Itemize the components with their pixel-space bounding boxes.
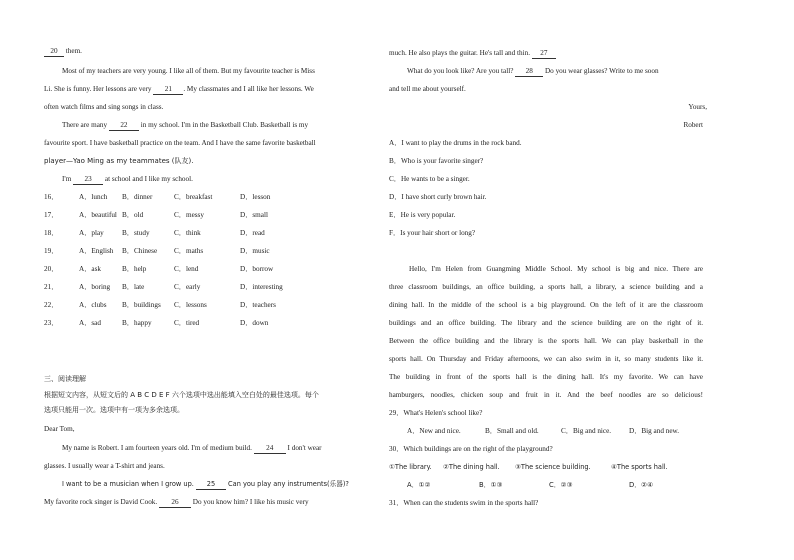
blank-28: 28 bbox=[515, 66, 543, 77]
passage-line: I'm 23 at school and I like my school. bbox=[62, 175, 193, 183]
blank-21: 21 bbox=[153, 84, 183, 95]
blank-27: 27 bbox=[532, 48, 556, 59]
passage-line: and tell me about yourself. bbox=[389, 85, 466, 93]
answer-option: A．sad bbox=[79, 319, 101, 327]
question-number: 20． bbox=[44, 265, 59, 273]
passage-line: three classroom buildings, an office building, a sports hall, a library, a science building and a bbox=[389, 283, 703, 291]
answer-option: D．teachers bbox=[240, 301, 276, 309]
answer-option: D．music bbox=[240, 247, 270, 255]
closing: Yours, bbox=[688, 103, 707, 111]
option-29-c: C．Big and nice. bbox=[561, 427, 612, 435]
passage-line: dining hall. In the middle of the school is a big playground. On the left of it are the classroom bbox=[389, 301, 703, 309]
choice-option: B．Who is your favorite singer? bbox=[389, 157, 484, 165]
answer-option: C．breakfast bbox=[174, 193, 213, 201]
passage-line: There are many 22 in my school. I'm in the Basketball Club. Basketball is my bbox=[62, 121, 309, 129]
answer-option: B．study bbox=[122, 229, 150, 237]
signature-name: Robert bbox=[683, 121, 703, 129]
blank-23: 23 bbox=[73, 174, 103, 185]
question-number: 16． bbox=[44, 193, 59, 201]
answer-option: A．boring bbox=[79, 283, 111, 291]
answer-option: A．clubs bbox=[79, 301, 107, 309]
blank-26: 26 bbox=[159, 497, 191, 508]
question-31: 31．When can the students swim in the sports hall? bbox=[389, 499, 539, 507]
passage-line: Between the office building and the library is the sports hall. We can play basketball in the bbox=[389, 337, 703, 345]
question-30: 30．Which buildings are on the right of the playground? bbox=[389, 445, 553, 453]
answer-option: B．happy bbox=[122, 319, 152, 327]
blank-20: 20 bbox=[44, 46, 64, 57]
option-29-b: B．Small and old. bbox=[485, 427, 539, 435]
passage-line: much. He also plays the guitar. He's tall and thin. 27 bbox=[389, 48, 556, 59]
answer-option: C．early bbox=[174, 283, 201, 291]
answer-option: B．old bbox=[122, 211, 144, 219]
answer-option: B．help bbox=[122, 265, 147, 273]
answer-option: D．lesson bbox=[240, 193, 271, 201]
passage-line: often watch films and sing songs in class. bbox=[44, 103, 164, 111]
passage-line: My name is Robert. I am fourteen years old. I'm of medium build. 24 I don't wear bbox=[62, 444, 322, 452]
choice-option: C．He wants to be a singer. bbox=[389, 175, 470, 183]
choice-option: D．I have short curly brown hair. bbox=[389, 193, 487, 201]
passage-line: I want to be a musician when I grow up. 25 Can you play any instruments(乐器)? bbox=[62, 480, 349, 488]
answer-option: A．play bbox=[79, 229, 104, 237]
option-30-a: A．①② bbox=[407, 481, 431, 489]
passage-line: 20 them. bbox=[44, 46, 82, 57]
passage-line: Hello, I'm Helen from Guangming Middle School. My school is big and nice. There are bbox=[409, 265, 703, 273]
question-number: 23． bbox=[44, 319, 59, 327]
answer-option: D．down bbox=[240, 319, 269, 327]
answer-option: B．Chinese bbox=[122, 247, 158, 255]
instruction-line: 选项只能用一次。选项中有一项为多余选项。 bbox=[44, 406, 184, 414]
passage-line: Most of my teachers are very young. I like all of them. But my favourite teacher is Miss bbox=[62, 67, 315, 75]
question-number: 17． bbox=[44, 211, 59, 219]
passage-line: My favorite rock singer is David Cook. 26 Do you know him? I like his music very bbox=[44, 498, 309, 506]
question-number: 18． bbox=[44, 229, 59, 237]
option-29-a: A．New and nice. bbox=[407, 427, 461, 435]
answer-option: A．lunch bbox=[79, 193, 108, 201]
answer-option: D．interesting bbox=[240, 283, 283, 291]
answer-option: C．maths bbox=[174, 247, 204, 255]
passage-line: The building in front of the sports hall is the dining hall. It's my favorite. We can have bbox=[389, 373, 703, 381]
question-number: 22． bbox=[44, 301, 59, 309]
answer-option: D．read bbox=[240, 229, 265, 237]
option-30-c: C．②③ bbox=[549, 481, 573, 489]
blank-25: 25 bbox=[196, 479, 226, 490]
answer-option: A．English bbox=[79, 247, 114, 255]
passage-line: glasses. I usually wear a T-shirt and jeans. bbox=[44, 462, 165, 470]
passage-line: hamburgers, noodles, chicken soup and fruit in it. And the beef noodles are so delicious! bbox=[389, 391, 703, 399]
option-30-d: D．②④ bbox=[629, 481, 654, 489]
instruction-line: 根据短文内容，从短文后的 A B C D E F 六个选项中选出能填入空白处的最佳选项。每个 bbox=[44, 391, 319, 399]
answer-option: C．lend bbox=[174, 265, 199, 273]
salutation: Dear Tom, bbox=[44, 425, 75, 433]
passage-line: buildings and an office building. The library and the science building are on the right of it. bbox=[389, 319, 703, 327]
choice-option: F．Is your hair short or long? bbox=[389, 229, 476, 237]
option-29-d: D．Big and new. bbox=[629, 427, 680, 435]
answer-option: C．lessons bbox=[174, 301, 207, 309]
answer-option: B．buildings bbox=[122, 301, 161, 309]
answer-option: A．ask bbox=[79, 265, 101, 273]
answer-option: D．borrow bbox=[240, 265, 274, 273]
item-30-2: ②The dining hall. bbox=[443, 463, 500, 471]
answer-option: C．messy bbox=[174, 211, 204, 219]
item-30-4: ④The sports hall. bbox=[611, 463, 668, 471]
item-30-3: ③The science building. bbox=[515, 463, 591, 471]
passage-line: player—Yao Ming as my teammates (队友). bbox=[44, 157, 194, 165]
passage-line: What do you look like? Are you tall? 28 Do you wear glasses? Write to me soon bbox=[407, 67, 659, 75]
answer-option: D．small bbox=[240, 211, 268, 219]
passage-line: sports hall. On Thursday and Friday afternoons, we can also swim in it, so many students like it. bbox=[389, 355, 703, 363]
answer-option: A．beautiful bbox=[79, 211, 117, 219]
answer-option: C．tired bbox=[174, 319, 200, 327]
blank-24: 24 bbox=[254, 443, 286, 454]
choice-option: A．I want to play the drums in the rock band. bbox=[389, 139, 522, 147]
option-30-b: B．①③ bbox=[479, 481, 503, 489]
passage-line: Li. She is funny. Her lessons are very 21 . My classmates and I all like her lessons. We bbox=[44, 85, 314, 93]
answer-option: C．think bbox=[174, 229, 201, 237]
answer-option: B．late bbox=[122, 283, 145, 291]
section-title: 三、阅读理解 bbox=[44, 375, 86, 383]
blank-22: 22 bbox=[109, 120, 139, 131]
question-number: 21． bbox=[44, 283, 59, 291]
question-29: 29．What's Helen's school like? bbox=[389, 409, 483, 417]
item-30-1: ①The library. bbox=[389, 463, 432, 471]
choice-option: E．He is very popular. bbox=[389, 211, 456, 219]
answer-option: B．dinner bbox=[122, 193, 153, 201]
question-number: 19． bbox=[44, 247, 59, 255]
passage-line: favourite sport. I have basketball practice on the team. And I have the same favorite basketball bbox=[44, 139, 316, 147]
